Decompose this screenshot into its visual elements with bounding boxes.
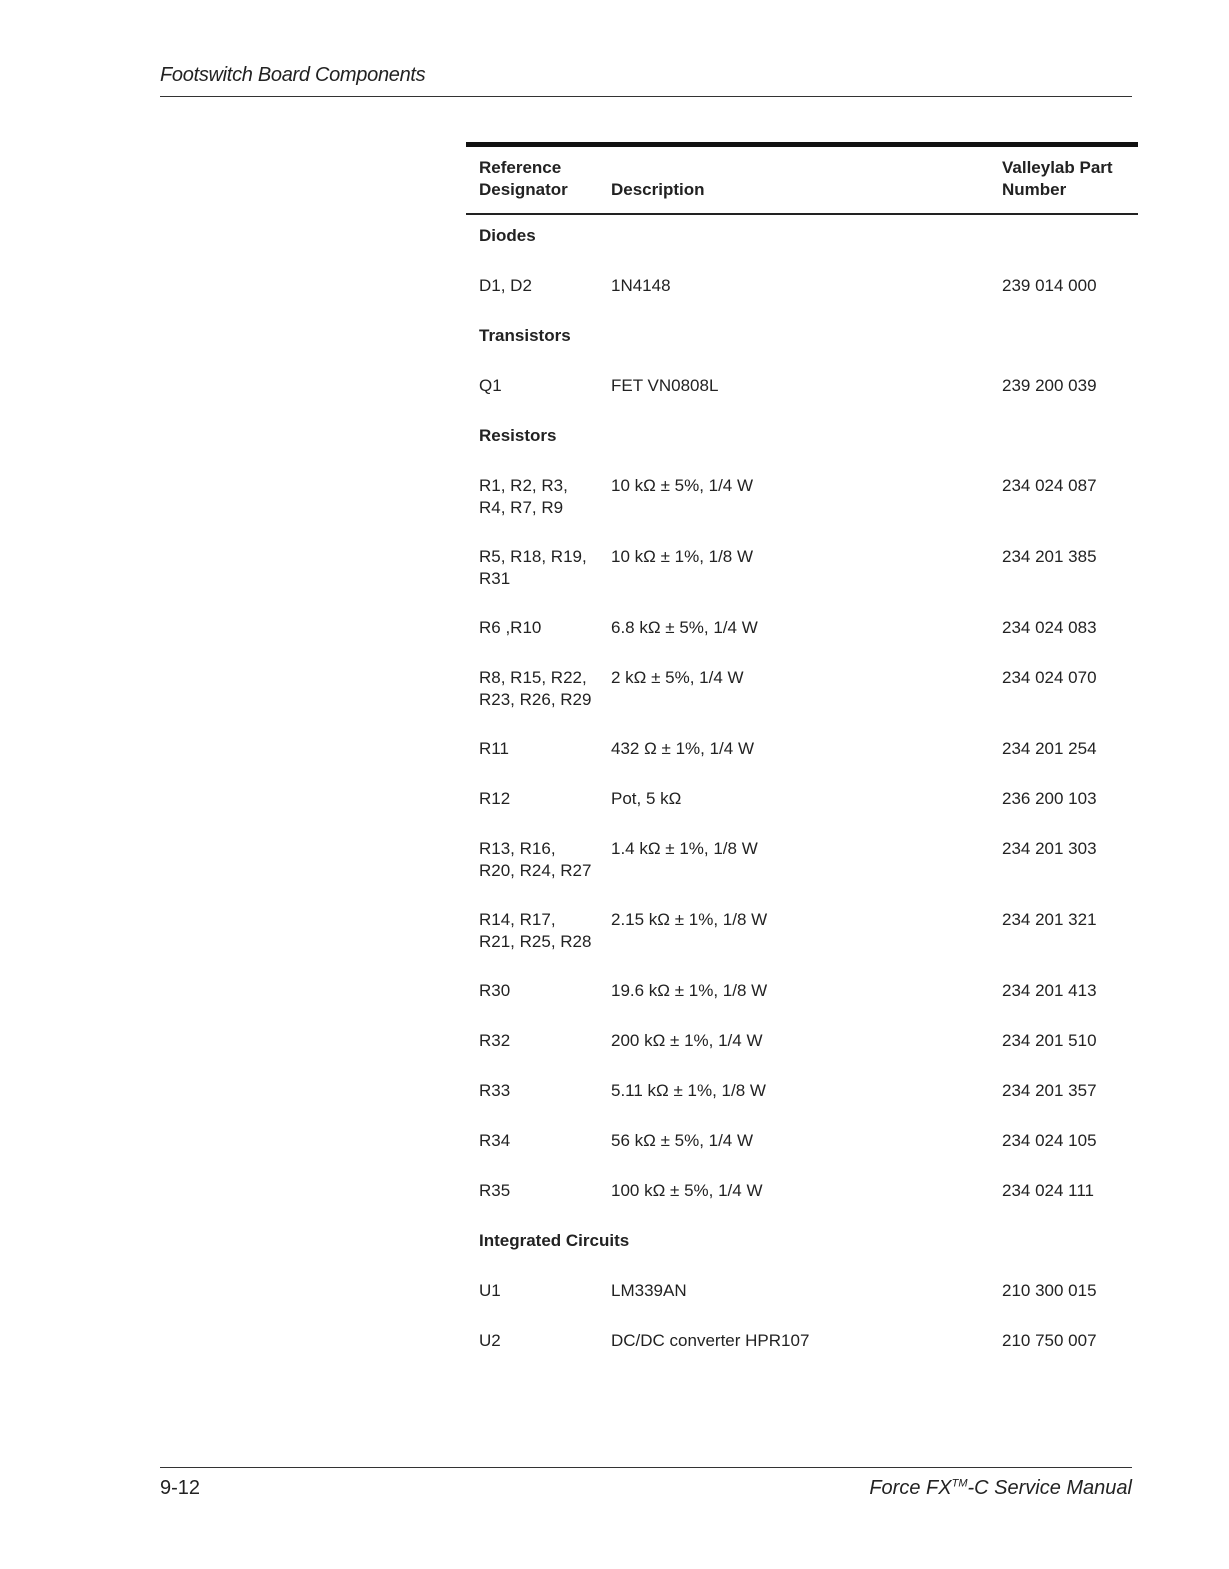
cell-description: DC/DC converter HPR107 <box>611 1331 810 1350</box>
cell-part-number: 234 201 303 <box>1002 839 1097 858</box>
column-header-part-line2: Number <box>1002 180 1067 199</box>
cell-reference-line2: R23, R26, R29 <box>479 690 592 709</box>
column-header-reference-line2: Designator <box>479 180 568 199</box>
table-row <box>466 1020 1138 1070</box>
table-row <box>466 365 1138 415</box>
table-row <box>466 1070 1138 1120</box>
cell-reference: R11 <box>479 739 509 758</box>
cell-reference-line2: R21, R25, R28 <box>479 932 592 951</box>
cell-reference: R32 <box>479 1031 511 1050</box>
cell-part-number: 239 014 000 <box>1002 276 1097 295</box>
cell-part-number: 234 201 357 <box>1002 1081 1097 1100</box>
cell-description: LM339AN <box>611 1281 687 1300</box>
section-transistors <box>466 315 1138 365</box>
table-row <box>466 607 1138 657</box>
cell-description: 10 kΩ ± 1%, 1/8 W <box>611 547 754 566</box>
cell-description: 5.11 kΩ ± 1%, 1/8 W <box>611 1081 766 1100</box>
cell-part-number: 234 201 385 <box>1002 547 1097 566</box>
cell-reference: R35 <box>479 1181 511 1200</box>
table-row <box>466 899 1138 970</box>
cell-description: 2 kΩ ± 5%, 1/4 W <box>611 668 744 687</box>
cell-reference-line1: R5, R18, R19, <box>479 547 587 566</box>
page-number: 9-12 <box>160 1477 201 1499</box>
table-row <box>466 465 1138 536</box>
cell-reference: U1 <box>479 1281 501 1300</box>
cell-reference: D1, D2 <box>479 276 532 295</box>
table-row <box>466 1320 1138 1370</box>
section-resistors <box>466 415 1138 465</box>
table-row <box>466 778 1138 828</box>
column-header-part-line1: Valleylab Part <box>1002 158 1113 177</box>
cell-part-number: 210 300 015 <box>1002 1281 1097 1300</box>
section-label: Transistors <box>479 326 571 345</box>
column-header-reference-line1: Reference <box>479 158 562 177</box>
column-header-part-number <box>1002 157 1113 201</box>
cell-description: 56 kΩ ± 5%, 1/4 W <box>611 1131 754 1150</box>
cell-reference-line2: R20, R24, R27 <box>479 861 592 880</box>
section-label: Resistors <box>479 426 557 445</box>
cell-part-number: 234 201 510 <box>1002 1031 1097 1050</box>
cell-part-number: 234 201 254 <box>1002 739 1097 758</box>
cell-description: 10 kΩ ± 5%, 1/4 W <box>611 476 754 495</box>
cell-reference-line2: R4, R7, R9 <box>479 498 564 517</box>
manual-title-prefix: Force FX <box>869 1477 952 1499</box>
table-row <box>466 536 1138 607</box>
cell-part-number: 234 024 111 <box>1002 1181 1095 1200</box>
cell-part-number: 239 200 039 <box>1002 376 1097 395</box>
cell-reference: Q1 <box>479 376 502 395</box>
table-row <box>466 728 1138 778</box>
cell-reference <box>479 475 604 519</box>
section-integrated-circuits <box>466 1220 1138 1270</box>
cell-part-number: 236 200 103 <box>1002 789 1097 808</box>
table-row <box>466 970 1138 1020</box>
cell-reference: R30 <box>479 981 511 1000</box>
cell-description: 432 Ω ± 1%, 1/4 W <box>611 739 754 758</box>
cell-description: 19.6 kΩ ± 1%, 1/8 W <box>611 981 768 1000</box>
table-header <box>466 147 1138 215</box>
cell-reference: R6 ,R10 <box>479 618 542 637</box>
table-row <box>466 1170 1138 1220</box>
cell-reference: R12 <box>479 789 511 808</box>
cell-description: 200 kΩ ± 1%, 1/4 W <box>611 1031 763 1050</box>
cell-description: 1.4 kΩ ± 1%, 1/8 W <box>611 839 758 858</box>
cell-part-number: 234 201 413 <box>1002 981 1097 1000</box>
cell-reference-line2: R31 <box>479 569 511 588</box>
cell-part-number: 234 024 105 <box>1002 1131 1097 1150</box>
column-header-description: Description <box>611 180 705 199</box>
page-header-title: Footswitch Board Components <box>160 64 426 86</box>
cell-reference-line1: R14, R17, <box>479 910 556 929</box>
cell-reference-line1: R13, R16, <box>479 839 556 858</box>
table-row <box>466 265 1138 315</box>
cell-reference <box>479 667 604 711</box>
table-row <box>466 1120 1138 1170</box>
cell-description: 100 kΩ ± 5%, 1/4 W <box>611 1181 763 1200</box>
trademark-mark: TM <box>951 1477 968 1490</box>
section-label: Diodes <box>479 226 536 245</box>
cell-description: 6.8 kΩ ± 5%, 1/4 W <box>611 618 758 637</box>
footer-divider <box>160 1467 1132 1468</box>
cell-description: FET VN0808L <box>611 376 719 395</box>
cell-part-number: 234 024 087 <box>1002 476 1097 495</box>
cell-reference-line1: R1, R2, R3, <box>479 476 568 495</box>
table-row <box>466 657 1138 728</box>
cell-reference: R33 <box>479 1081 511 1100</box>
cell-part-number: 234 024 083 <box>1002 618 1097 637</box>
cell-reference: U2 <box>479 1331 501 1350</box>
table-row <box>466 828 1138 899</box>
column-header-reference <box>479 157 568 201</box>
cell-part-number: 210 750 007 <box>1002 1331 1097 1350</box>
cell-description: Pot, 5 kΩ <box>611 789 682 808</box>
table-row <box>466 1270 1138 1320</box>
cell-part-number: 234 024 070 <box>1002 668 1097 687</box>
components-table <box>466 142 1138 1370</box>
cell-reference-line1: R8, R15, R22, <box>479 668 587 687</box>
cell-reference <box>479 546 604 590</box>
cell-part-number: 234 201 321 <box>1002 910 1097 929</box>
cell-description: 2.15 kΩ ± 1%, 1/8 W <box>611 910 768 929</box>
section-diodes <box>466 215 1138 265</box>
cell-reference <box>479 838 604 882</box>
cell-reference <box>479 909 604 953</box>
manual-title-suffix: -C Service Manual <box>967 1477 1132 1499</box>
manual-title <box>869 1477 1132 1500</box>
cell-reference: R34 <box>479 1131 511 1150</box>
header-divider <box>160 96 1132 97</box>
section-label: Integrated Circuits <box>479 1231 630 1250</box>
cell-description: 1N4148 <box>611 276 671 295</box>
